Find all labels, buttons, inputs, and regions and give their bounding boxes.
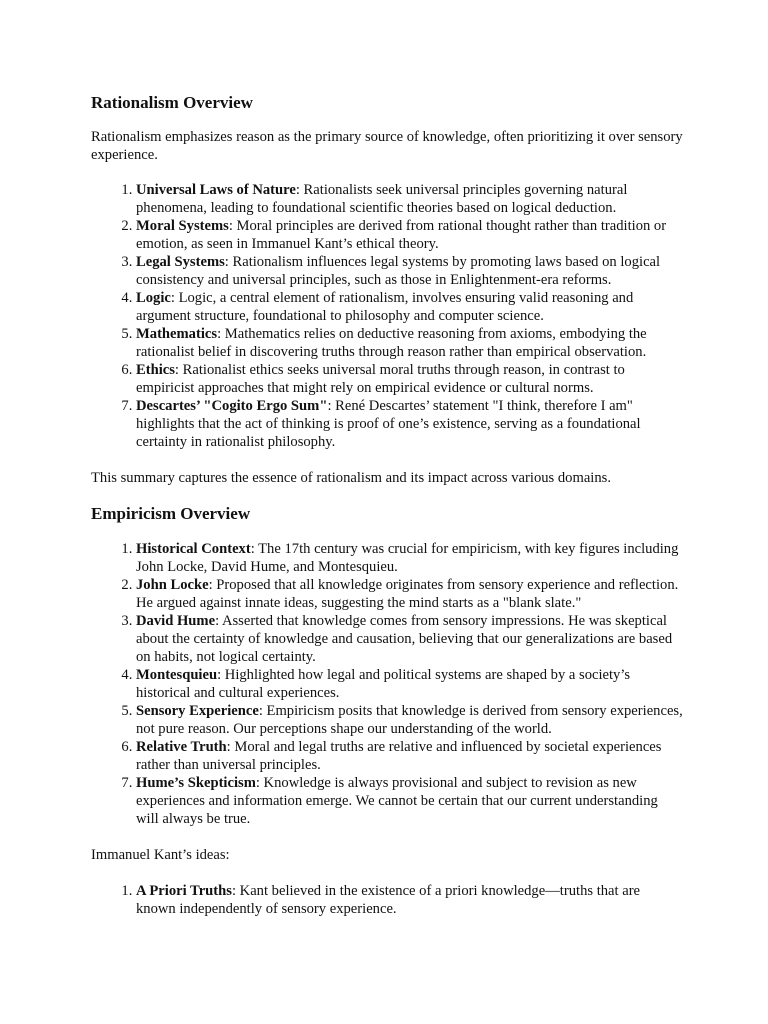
item-text: : Highlighted how legal and political systems are shaped by a society’s historical and cultural experiences. <box>136 667 631 701</box>
item-term: Moral Systems <box>136 218 229 234</box>
list-item <box>136 666 683 702</box>
item-text: : Moral principles are derived from rational thought rather than tradition or emotion, as seen in Immanuel Kant’s ethical theory. <box>136 218 667 252</box>
item-term: Montesquieu <box>136 667 218 683</box>
list-item <box>136 774 683 828</box>
item-term: Universal Laws of Nature <box>136 182 296 198</box>
item-term: Hume’s Skepticism <box>136 775 256 791</box>
item-text: : Mathematics relies on deductive reasoning from axioms, embodying the rationalist belief in discovering truths through reason rather than empirical observation. <box>136 326 647 360</box>
item-text: : Asserted that knowledge comes from sensory impressions. He was skeptical about the certainty of knowledge and causation, believing that our generalizations are based on habits, not logical certainty. <box>136 613 673 665</box>
kant-list <box>91 882 683 918</box>
list-item <box>136 289 683 325</box>
list-item <box>136 217 683 253</box>
item-term: David Hume <box>136 613 216 629</box>
item-text: : Empiricism posits that knowledge is derived from sensory experiences, not pure reason. Our perceptions shape our understanding of the world. <box>136 703 683 737</box>
empiricism-heading: Empiricism Overview <box>91 504 251 523</box>
item-term: Descartes’ "Cogito Ergo Sum" <box>136 398 328 414</box>
item-term: Ethics <box>136 362 175 378</box>
item-term: Sensory Experience <box>136 703 259 719</box>
kant-intro: Immanuel Kant’s ideas: <box>91 847 230 863</box>
list-item <box>136 738 683 774</box>
list-item <box>136 702 683 738</box>
item-text: : Kant believed in the existence of a priori knowledge—truths that are known independently of sensory experience. <box>136 883 641 917</box>
item-term: Mathematics <box>136 326 218 342</box>
item-term: Legal Systems <box>136 254 225 270</box>
item-text: : Rationalists seek universal principles governing natural phenomena, leading to foundational scientific theories based on logical deduction. <box>136 182 628 216</box>
list-item <box>136 325 683 361</box>
rationalism-intro: Rationalism emphasizes reason as the primary source of knowledge, often prioritizing it over sensory experience. <box>91 129 683 163</box>
item-text: : Rationalism influences legal systems by promoting laws based on logical consistency and universal principles, such as those in Enlightenment-era reforms. <box>136 254 661 288</box>
rationalism-summary: This summary captures the essence of rationalism and its impact across various domains. <box>91 470 611 486</box>
item-text: : Proposed that all knowledge originates from sensory experience and reflection. He argued against innate ideas, suggesting the mind starts as a "blank slate." <box>136 577 679 611</box>
item-text: : Knowledge is always provisional and subject to revision as new experiences and information emerge. We cannot be certain that our current understanding will always be true. <box>136 775 658 827</box>
item-text: : Rationalist ethics seeks universal moral truths through reason, in contrast to empiricist approaches that might rely on empirical evidence or cultural norms. <box>136 362 625 396</box>
empiricism-list <box>91 540 683 828</box>
item-term: Logic <box>136 290 171 306</box>
list-item <box>136 253 683 289</box>
list-item <box>136 882 683 918</box>
item-term: Relative Truth <box>136 739 227 755</box>
item-text: : Logic, a central element of rationalism, involves ensuring valid reasoning and argument structure, foundational to philosophy and computer science. <box>136 290 634 324</box>
item-text: : René Descartes’ statement "I think, therefore I am" highlights that the act of thinking is proof of one’s existence, serving as a foundational certainty in rationalist philosophy. <box>136 398 641 450</box>
item-text: : Moral and legal truths are relative and influenced by societal experiences rather than universal principles. <box>136 739 662 773</box>
item-term: John Locke <box>136 577 209 593</box>
rationalism-list <box>91 181 683 451</box>
list-item <box>136 576 683 612</box>
document-page <box>91 92 683 918</box>
list-item <box>136 397 683 451</box>
item-term: A Priori Truths <box>136 883 232 899</box>
list-item <box>136 540 683 576</box>
list-item <box>136 361 683 397</box>
rationalism-heading: Rationalism Overview <box>91 93 253 112</box>
list-item <box>136 612 683 666</box>
item-text: : The 17th century was crucial for empiricism, with key figures including John Locke, David Hume, and Montesquieu. <box>136 541 679 575</box>
item-term: Historical Context <box>136 541 251 557</box>
list-item <box>136 181 683 217</box>
